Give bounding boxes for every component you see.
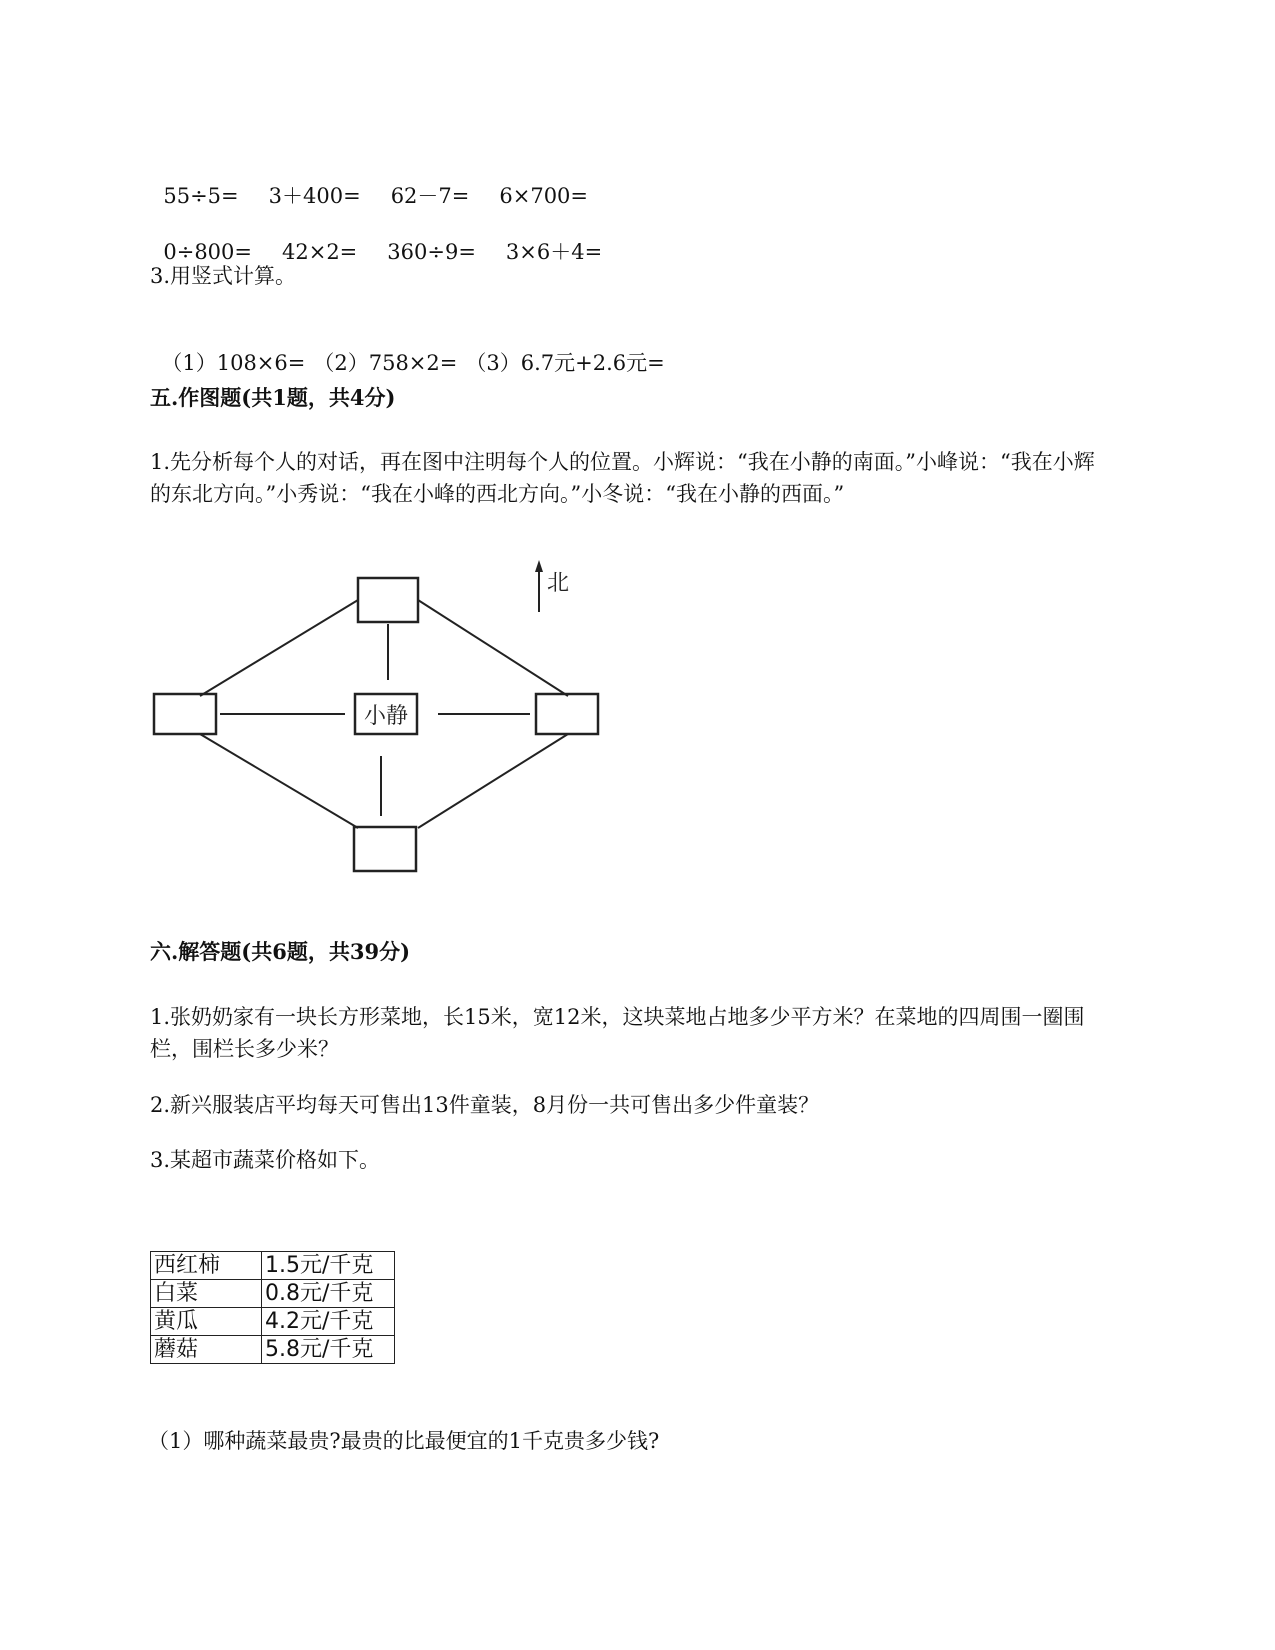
section-6-heading: 六.解答题(共6题，共39分) xyxy=(150,939,411,964)
vertical-calc-title: 3.用竖式计算。 xyxy=(150,264,297,288)
calc-item: 360÷9= xyxy=(387,240,476,264)
table-row xyxy=(151,1280,395,1308)
calc-item: 6×700= xyxy=(499,184,589,208)
calc-item: 55÷5= xyxy=(163,184,239,208)
section-6-question-1: 1.张奶奶家有一块长方形菜地，长15米，宽12米，这块菜地占地多少平方米？在菜地的四周围一圈围栏，围栏长多少米？ xyxy=(150,1005,1085,1061)
south-position-box xyxy=(354,827,416,871)
calc-item: （3）6.7元+2.6元= xyxy=(465,351,665,375)
diagram-edge xyxy=(200,600,358,696)
mental-math-row-1 xyxy=(150,148,588,212)
vegetable-price-table xyxy=(150,1251,395,1364)
east-position-box xyxy=(536,694,598,734)
diagram-edge xyxy=(200,734,358,828)
vegetable-price: 5.8元/千克 xyxy=(262,1336,395,1364)
mental-math-row-2 xyxy=(150,204,602,268)
vegetable-price: 0.8元/千克 xyxy=(262,1280,395,1308)
calc-item: 3×6＋4= xyxy=(505,240,603,264)
center-label: 小静 xyxy=(363,704,409,729)
vegetable-price: 4.2元/千克 xyxy=(262,1308,395,1336)
diagram-edge xyxy=(418,600,568,696)
vegetable-name: 白菜 xyxy=(151,1280,262,1308)
section-6-question-2: 2.新兴服装店平均每天可售出13件童装，8月份一共可售出多少件童装？ xyxy=(150,1093,820,1117)
vertical-calc-items xyxy=(148,315,665,379)
north-label: 北 xyxy=(547,571,570,596)
calc-item: （2）758×2= xyxy=(313,351,458,375)
section-6-question-3-sub-1: （1）哪种蔬菜最贵?最贵的比最便宜的1千克贵多少钱? xyxy=(148,1429,660,1453)
north-arrowhead-icon xyxy=(535,560,543,572)
table-row xyxy=(151,1336,395,1364)
north-position-box xyxy=(358,578,418,622)
diagram-edge xyxy=(418,734,568,828)
table-row xyxy=(151,1252,395,1280)
section-6-question-3: 3.某超市蔬菜价格如下。 xyxy=(150,1148,381,1172)
vegetable-price: 1.5元/千克 xyxy=(262,1252,395,1280)
calc-item: 42×2= xyxy=(282,240,358,264)
west-position-box xyxy=(154,694,216,734)
calc-item: 0÷800= xyxy=(163,240,252,264)
vegetable-name: 黄瓜 xyxy=(151,1308,262,1336)
vegetable-name: 蘑菇 xyxy=(151,1336,262,1364)
calc-item: （1）108×6= xyxy=(161,351,306,375)
calc-item: 62－7= xyxy=(390,184,470,208)
section-5-heading: 五.作图题(共1题，共4分) xyxy=(150,385,396,410)
table-row xyxy=(151,1308,395,1336)
vegetable-name: 西红柿 xyxy=(151,1252,262,1280)
section-5-question-1: 1.先分析每个人的对话，再在图中注明每个人的位置。小辉说：“我在小静的南面。”小峰说：“我在小辉的东北方向。”小秀说：“我在小峰的西北方向。”小冬说：“我在小静的西面。” xyxy=(150,450,1095,506)
calc-item: 3＋400= xyxy=(268,184,361,208)
direction-diagram xyxy=(140,560,620,910)
